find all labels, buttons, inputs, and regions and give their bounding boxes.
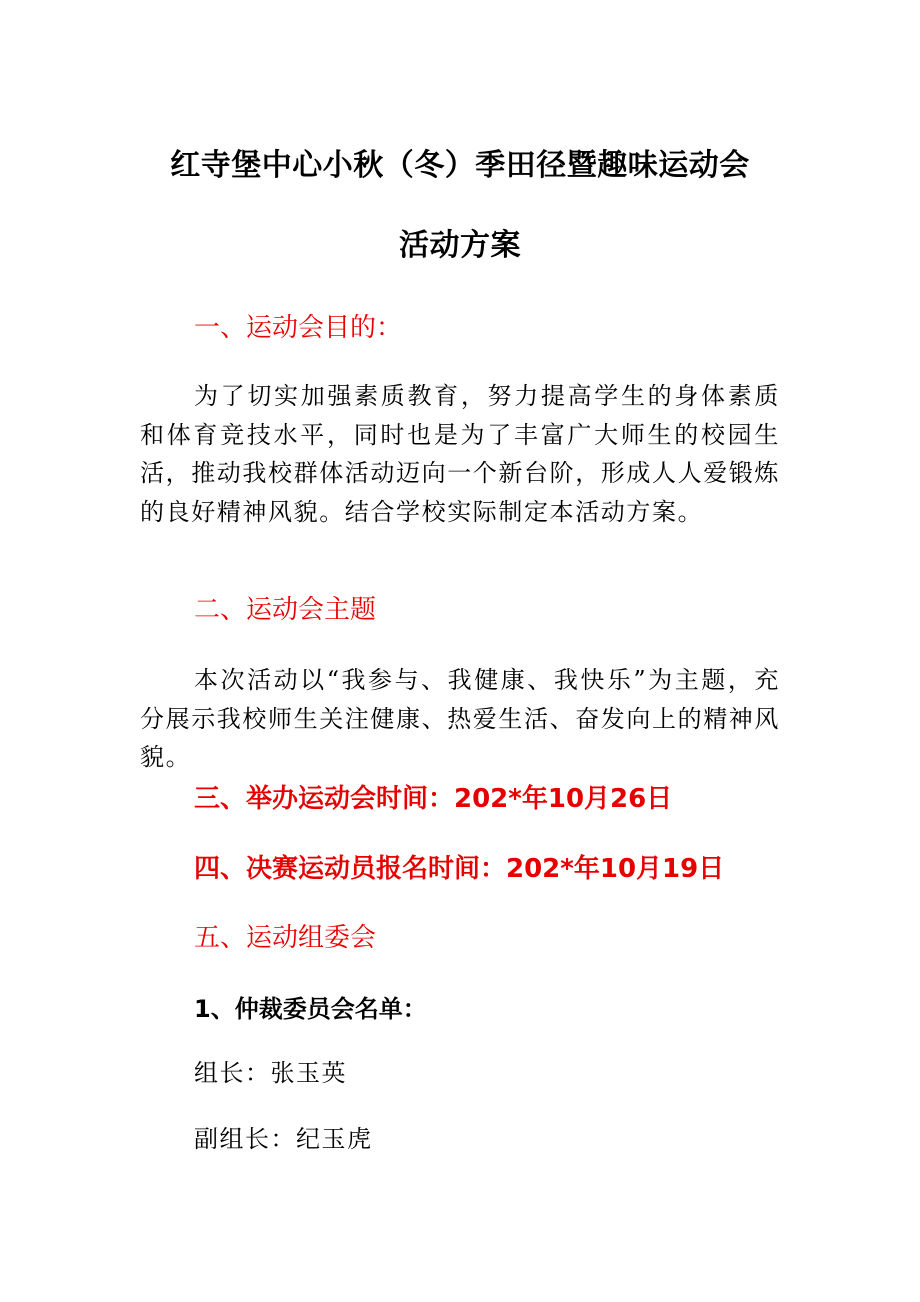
committee-leader: 组长：张玉英: [194, 1059, 347, 1087]
committee-deputy-leader: 副组长：纪玉虎: [194, 1125, 373, 1153]
committee-subheading: 1、仲裁委员会名单：: [194, 995, 427, 1023]
section-heading-purpose: 一、运动会目的：: [194, 313, 403, 343]
section-body-purpose: 为了切实加强素质教育，努力提高学生的身体素质和体育竞技水平，同时也是为了丰富广大师生的校园生活，推动我校群体活动迈向一个新台阶，形成人人爱锻炼的良好精神风貌。结合学校实际制定本活动方案。: [140, 382, 780, 526]
section-body-theme: 本次活动以“我参与、我健康、我快乐”为主题，充分展示我校师生关注健康、热爱生活、奋发向上的精神风貌。: [140, 666, 780, 771]
document-title-line-2: 活动方案: [399, 228, 521, 263]
section-heading-committee: 五、运动组委会: [194, 923, 377, 953]
section-heading-event-date: 三、举办运动会时间：202*年10月26日: [194, 784, 673, 814]
section-heading-registration-date: 四、决赛运动员报名时间：202*年10月19日: [194, 854, 725, 884]
section-heading-theme: 二、运动会主题: [194, 595, 377, 625]
document-title-line-1: 红寺堡中心小秋（冬）季田径暨趣味运动会: [170, 148, 750, 183]
